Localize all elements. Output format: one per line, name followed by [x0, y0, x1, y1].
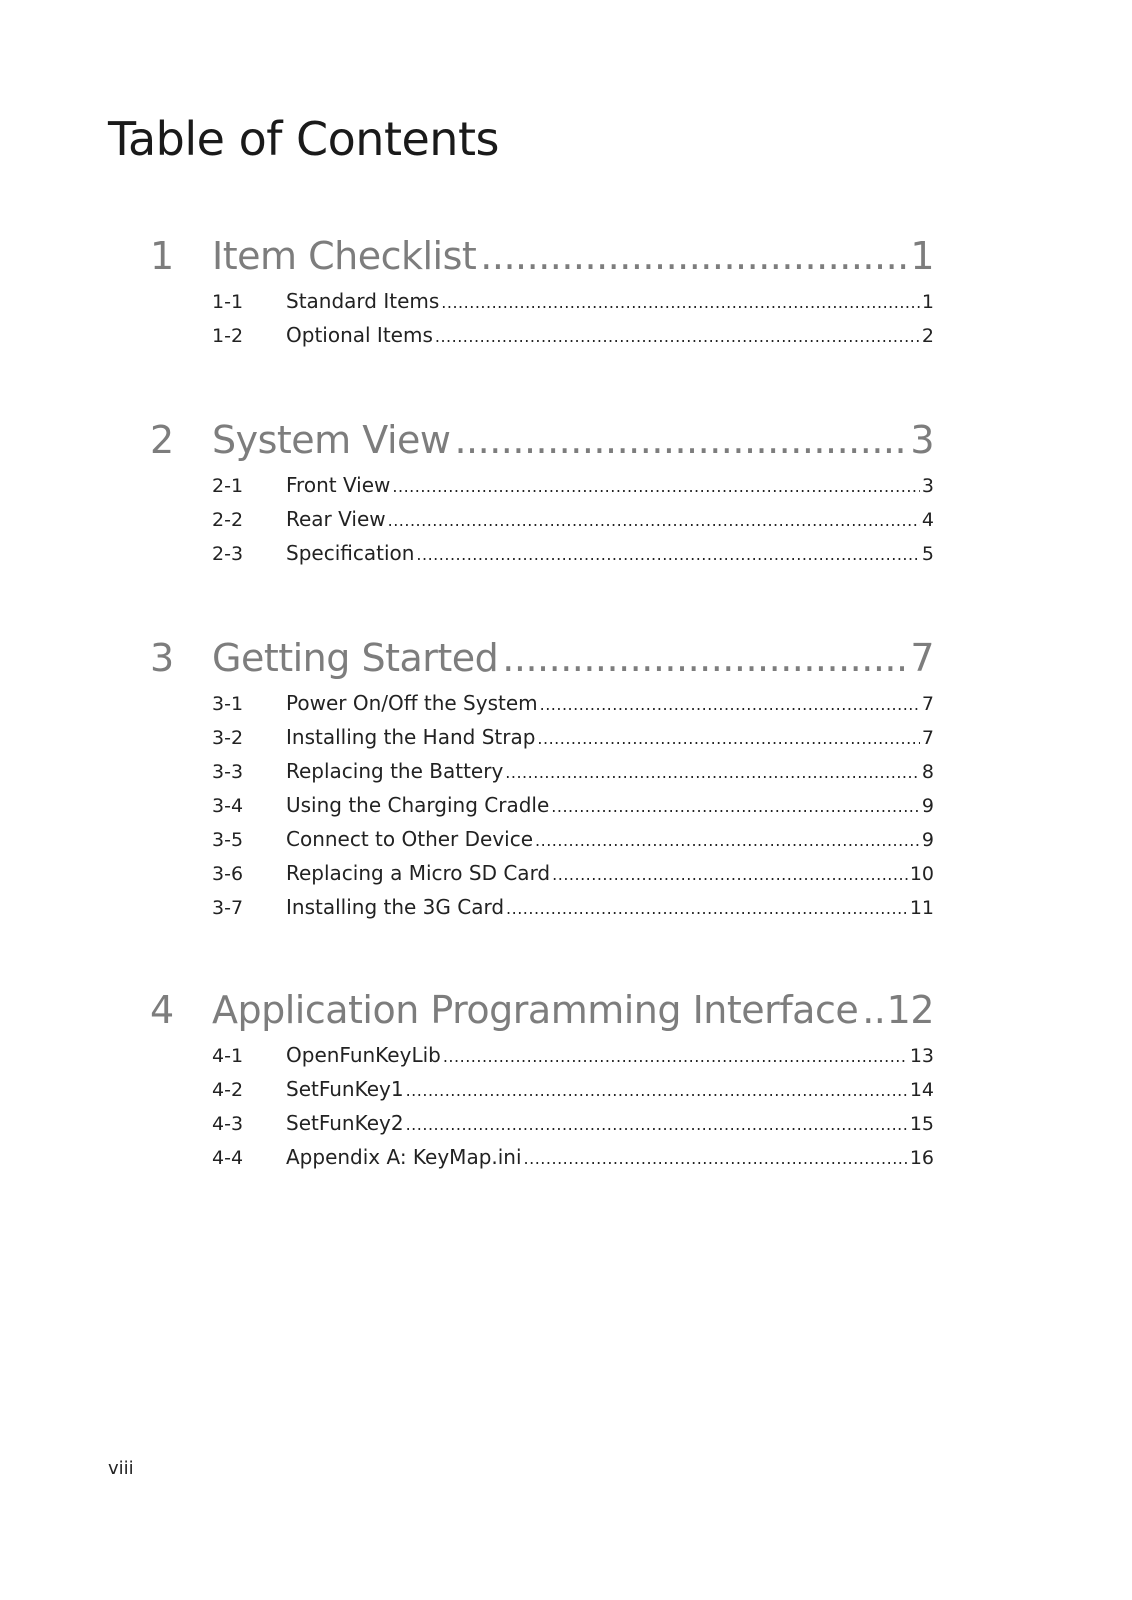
chapter-number: 3	[150, 636, 174, 680]
chapter-number: 4	[150, 988, 174, 1032]
section-title: Optional Items	[286, 323, 433, 347]
section-title: Installing the 3G Card	[286, 895, 505, 919]
dot-leader	[388, 504, 920, 538]
section-list	[150, 284, 934, 352]
dot-leader	[505, 756, 920, 790]
toc-chapter	[150, 986, 934, 1174]
page-title: Table of Contents	[108, 112, 499, 166]
section-title: Using the Charging Cradle	[286, 793, 550, 817]
dot-leader	[406, 1108, 908, 1142]
dot-leader	[551, 790, 920, 824]
dot-leader	[435, 320, 920, 354]
chapter-heading-link[interactable]	[150, 232, 934, 280]
section-page-number: 5	[921, 543, 934, 565]
section-number: 3-4	[212, 795, 244, 817]
toc-section-link[interactable]	[150, 318, 934, 352]
section-page-number: 10	[909, 863, 934, 885]
dot-leader	[416, 538, 919, 572]
toc-section-link[interactable]	[150, 284, 934, 318]
section-page-number: 9	[921, 829, 934, 851]
section-number: 4-1	[212, 1045, 244, 1067]
chapter-title: Item Checklist	[212, 234, 477, 278]
chapter-number: 1	[150, 234, 174, 278]
dot-leader	[392, 470, 920, 504]
toc-section-link[interactable]	[150, 468, 934, 502]
chapter-title: Application Programming Interface	[212, 988, 859, 1032]
chapter-page-number: 7	[910, 636, 934, 680]
section-page-number: 3	[921, 475, 934, 497]
section-number: 2-3	[212, 543, 244, 565]
section-title: OpenFunKeyLib	[286, 1043, 441, 1067]
section-number: 4-2	[212, 1079, 244, 1101]
section-list	[150, 686, 934, 924]
dot-leader	[441, 286, 920, 320]
section-page-number: 13	[909, 1045, 934, 1067]
section-title: Installing the Hand Strap	[286, 725, 536, 749]
toc-section-link[interactable]	[150, 686, 934, 720]
section-list	[150, 468, 934, 570]
section-title: Front View	[286, 473, 391, 497]
chapter-page-number: 1	[910, 234, 934, 278]
section-page-number: 4	[921, 509, 934, 531]
section-title: Replacing a Micro SD Card	[286, 861, 551, 885]
toc-section-link[interactable]	[150, 754, 934, 788]
section-page-number: 2	[921, 325, 934, 347]
chapter-page-number: 3	[910, 418, 934, 462]
dot-leader	[454, 416, 906, 464]
section-page-number: 9	[921, 795, 934, 817]
section-number: 3-5	[212, 829, 244, 851]
section-number: 4-3	[212, 1113, 244, 1135]
section-title: SetFunKey2	[286, 1111, 404, 1135]
section-page-number: 7	[921, 693, 934, 715]
dot-leader	[540, 688, 920, 722]
dot-leader	[537, 722, 920, 756]
toc-section-link[interactable]	[150, 856, 934, 890]
section-title: SetFunKey1	[286, 1077, 404, 1101]
dot-leader	[862, 986, 882, 1034]
dot-leader	[480, 232, 906, 280]
toc-section-link[interactable]	[150, 822, 934, 856]
dot-leader	[502, 634, 906, 682]
section-title: Specification	[286, 541, 415, 565]
toc-section-link[interactable]	[150, 1038, 934, 1072]
toc-section-link[interactable]	[150, 536, 934, 570]
toc-section-link[interactable]	[150, 788, 934, 822]
chapter-heading-link[interactable]	[150, 634, 934, 682]
section-title: Connect to Other Device	[286, 827, 534, 851]
toc-section-link[interactable]	[150, 890, 934, 924]
toc-chapter	[150, 232, 934, 352]
section-number: 1-2	[212, 325, 244, 347]
section-page-number: 8	[921, 761, 934, 783]
section-title: Rear View	[286, 507, 386, 531]
dot-leader	[506, 892, 908, 926]
section-page-number: 14	[909, 1079, 934, 1101]
section-page-number: 1	[921, 291, 934, 313]
section-page-number: 11	[909, 897, 934, 919]
dot-leader	[443, 1040, 908, 1074]
toc-section-link[interactable]	[150, 502, 934, 536]
section-page-number: 15	[909, 1113, 934, 1135]
chapter-heading-link[interactable]	[150, 416, 934, 464]
dot-leader	[552, 858, 908, 892]
toc-section-link[interactable]	[150, 720, 934, 754]
section-title: Standard Items	[286, 289, 440, 313]
section-number: 2-1	[212, 475, 244, 497]
section-number: 3-1	[212, 693, 244, 715]
section-number: 3-2	[212, 727, 244, 749]
chapter-page-number: 12	[886, 988, 934, 1032]
toc-section-link[interactable]	[150, 1072, 934, 1106]
section-page-number: 16	[909, 1147, 934, 1169]
chapter-title: Getting Started	[212, 636, 499, 680]
dot-leader	[535, 824, 920, 858]
section-list	[150, 1038, 934, 1174]
toc-section-link[interactable]	[150, 1140, 934, 1174]
section-number: 2-2	[212, 509, 244, 531]
toc-section-link[interactable]	[150, 1106, 934, 1140]
dot-leader	[406, 1074, 908, 1108]
toc-chapter	[150, 416, 934, 570]
section-number: 3-3	[212, 761, 244, 783]
section-title: Replacing the Battery	[286, 759, 504, 783]
section-page-number: 7	[921, 727, 934, 749]
section-title: Appendix A: KeyMap.ini	[286, 1145, 522, 1169]
chapter-heading-link[interactable]	[150, 986, 934, 1034]
page-number: viii	[108, 1458, 134, 1479]
section-number: 1-1	[212, 291, 244, 313]
section-number: 3-7	[212, 897, 244, 919]
toc-chapter	[150, 634, 934, 924]
dot-leader	[524, 1142, 908, 1176]
section-title: Power On/Off the System	[286, 691, 538, 715]
section-number: 3-6	[212, 863, 244, 885]
chapter-title: System View	[212, 418, 451, 462]
section-number: 4-4	[212, 1147, 244, 1169]
chapter-number: 2	[150, 418, 174, 462]
